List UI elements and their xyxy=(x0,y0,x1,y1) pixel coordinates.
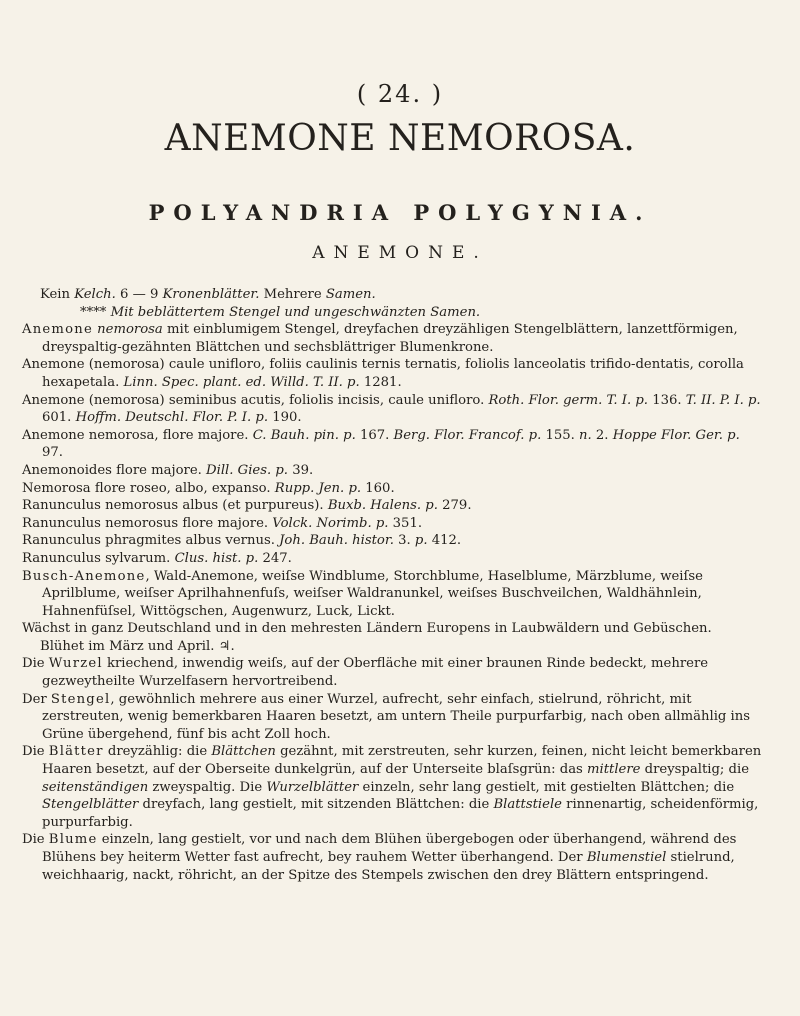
page-title: ANEMONE NEMOROSA. xyxy=(164,118,636,159)
genus-title: ANEMONE. xyxy=(312,243,488,263)
synonym-roth: Anemone (nemorosa) seminibus acutis, foliolis incisis, caule unifloro. Roth. Flor. germ. T. I. p. 136. T. II. P. I. p. 601. Hoffm. Deutschl. Flor. P. I. p. 190. xyxy=(22,392,761,426)
page-number: ( 24. ) xyxy=(356,80,444,108)
habitat: Wächst in ganz Deutschland und in den mehresten Ländern Europens in Laubwäldern und Gebüschen. xyxy=(22,621,712,637)
common-names: Busch-Anemone, Wald-Anemone, weiſse Windblume, Storchblume, Haselblume, Märzblume, weiſse Aprilblume, weiſser Aprilhahnenfuſs, weiſser Waldranunkel, weiſses Buschveilchen, Waldhähnlein, Hahnenfüſsel, Wittögschen, Augenwurz, Luck, Lickt. xyxy=(22,568,703,619)
synonym-joh-bauhin: Ranunculus phragmites albus vernus. Joh. Bauh. histor. 3. p. 412. xyxy=(22,533,462,549)
flowering-time: Blühet im März und April. ♃. xyxy=(40,638,235,654)
flower-description: Die Blume einzeln, lang gestielt, vor und nach dem Blühen übergebogen oder überhangend, während des Blühens bey heiterm Wetter fast aufrecht, bey rauhem Wetter überhangend. Der Blumenstiel stielrund, weichhaarig, nackt, röhricht, an der Spitze des Stempels zwischen den drey Blättern entspringend. xyxy=(22,832,737,883)
genus-characters: Kein Kelch. 6 — 9 Kronenblätter. Mehrere Samen. xyxy=(40,287,376,302)
stem-description: Der Stengel, gewöhnlich mehrere aus einer Wurzel, aufrecht, sehr einfach, stielrund, röhricht, mit zerstreuten, wenig bemerkbaren Haaren besetzt, am untern Theile purpurfarbig, nach oben allmählig ins Grüne übergehend, fünf bis acht Zoll hoch. xyxy=(22,691,751,742)
leaves-description: Die Blätter dreyzählig: die Blättchen gezähnt, mit zerstreuten, sehr kurzen, feinen, nicht leicht bemerkbaren Haaren besetzt, auf der Oberseite dunkelgrün, auf der Unterseite blaſsgrün: das mittlere dreyspaltig; die seitenständigen zweyspaltig. Die Wurzelblätter einzeln, sehr lang gestielt, mit gestielten Blättchen; die Stengelblätter dreyfach, lang gestielt, mit sitzenden Blättchen: die Blattstiele rinnenartig, scheidenförmig, purpurfarbig. xyxy=(22,744,762,830)
synonym-volckamer: Ranunculus nemorosus flore majore. Volck. Norimb. p. 351. xyxy=(22,515,423,531)
synonym-clusius: Ranunculus sylvarum. Clus. hist. p. 247. xyxy=(22,550,292,566)
synonym-buxbaum: Ranunculus nemorosus albus (et purpureus). Buxb. Halens. p. 279. xyxy=(22,498,472,514)
synonym-bauhin: Anemone nemorosa, flore majore. C. Bauh. pin. p. 167. Berg. Flor. Francof. p. 155. n. 2. Hoppe Flor. Ger. p. 97. xyxy=(22,427,740,461)
section-note: **** Mit beblättertem Stengel und ungeschwänzten Samen. xyxy=(80,304,481,320)
body-text xyxy=(22,286,762,884)
synonym-ruppius: Nemorosa flore roseo, albo, expanso. Rupp. Jen. p. 160. xyxy=(22,480,395,496)
species-description: Anemone nemorosa mit einblumigem Stengel, dreyfachen dreyzähligen Stengelblättern, lanzettförmigen, dreyspaltig-gezähnten Blättchen und sechsblättriger Blumenkrone. xyxy=(22,322,738,355)
class-title: POLYANDRIA POLYGYNIA. xyxy=(148,200,652,225)
synonym-dillenius: Anemonoides flore majore. Dill. Gies. p. 39. xyxy=(22,462,314,478)
synonym-linnaeus: Anemone (nemorosa) caule unifloro, foliis caulinis ternis ternatis, foliolis lanceolatis trifido-dentatis, corolla hexapetala. Linn. Spec. plant. ed. Willd. T. II. p. 1281. xyxy=(22,357,744,390)
root-description: Die Wurzel kriechend, inwendig weiſs, auf der Oberfläche mit einer braunen Rinde bedeckt, mehrere gezweytheilte Wurzelfasern hervortreibend. xyxy=(22,656,709,690)
